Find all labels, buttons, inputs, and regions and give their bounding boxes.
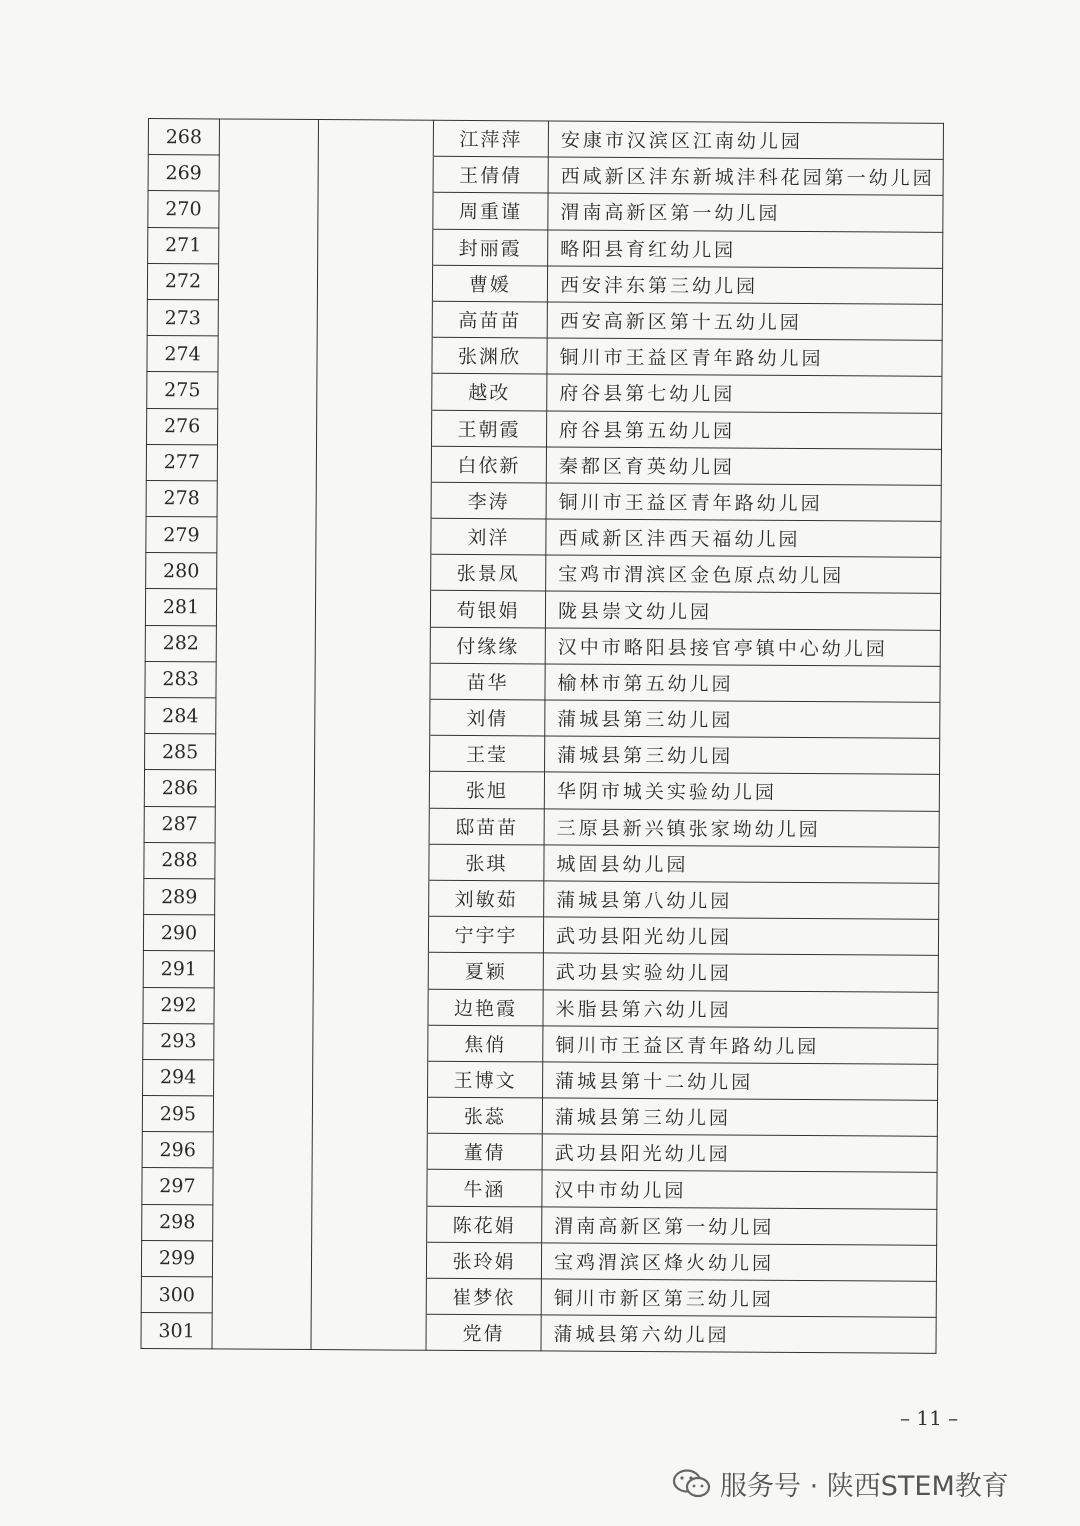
empty-cell — [216, 626, 315, 663]
empty-cell — [218, 264, 317, 301]
teacher-name: 张玲娟 — [426, 1242, 541, 1279]
row-number: 301 — [141, 1313, 212, 1350]
row-number: 297 — [142, 1168, 213, 1205]
table-row — [145, 734, 940, 775]
school-name: 西安高新区第十五幼儿园 — [547, 302, 942, 341]
empty-cell — [212, 1313, 311, 1350]
school-name: 汉中市略阳县接官亭镇中心幼儿园 — [545, 628, 940, 667]
empty-cell — [216, 698, 315, 735]
watermark — [672, 1464, 1009, 1503]
row-number: 298 — [142, 1204, 213, 1241]
teacher-name: 刘洋 — [431, 518, 546, 555]
empty-cell — [315, 735, 430, 772]
empty-cell — [313, 916, 428, 953]
teacher-name: 牛涵 — [427, 1170, 542, 1207]
table-row — [142, 1168, 937, 1209]
school-name: 蒲城县第十二幼儿园 — [543, 1062, 938, 1101]
teacher-name: 白依新 — [431, 446, 546, 483]
empty-cell — [312, 1169, 427, 1206]
table-row — [148, 119, 943, 160]
empty-cell — [318, 156, 433, 193]
page-number: – 11 – — [900, 1406, 959, 1430]
table-row — [144, 842, 939, 883]
teacher-name: 江萍萍 — [433, 120, 548, 157]
row-number: 292 — [143, 987, 214, 1024]
school-name: 蒲城县第三幼儿园 — [542, 1098, 937, 1137]
school-name: 宝鸡渭滨区烽火幼儿园 — [541, 1243, 936, 1282]
empty-cell — [214, 1060, 313, 1097]
table-row — [146, 444, 941, 485]
table-row — [145, 589, 940, 630]
school-name: 府谷县第五幼儿园 — [547, 410, 942, 449]
row-number: 289 — [144, 878, 215, 915]
school-name: 宝鸡市渭滨区金色原点幼儿园 — [546, 555, 941, 594]
school-name: 陇县崇文幼儿园 — [545, 591, 940, 630]
teacher-name: 王莹 — [430, 735, 545, 772]
empty-cell — [214, 951, 313, 988]
teacher-name: 夏颖 — [428, 953, 543, 990]
table-row — [141, 1276, 936, 1317]
empty-cell — [217, 553, 316, 590]
empty-cell — [317, 373, 432, 410]
empty-cell — [316, 518, 431, 555]
row-number: 299 — [141, 1240, 212, 1277]
empty-cell — [318, 228, 433, 265]
school-name: 略阳县育红幼儿园 — [548, 230, 943, 269]
empty-cell — [219, 155, 318, 192]
empty-cell — [312, 1133, 427, 1170]
empty-cell — [315, 626, 430, 663]
teacher-name: 陈花娟 — [427, 1206, 542, 1243]
school-name: 武功县阳光幼儿园 — [543, 917, 938, 956]
teacher-name: 刘倩 — [430, 699, 545, 736]
empty-cell — [312, 1205, 427, 1242]
teacher-name: 张渊欣 — [432, 337, 547, 374]
empty-cell — [213, 1168, 312, 1205]
teacher-name: 边艳霞 — [428, 989, 543, 1026]
school-name: 米脂县第六幼儿园 — [543, 989, 938, 1028]
empty-cell — [215, 806, 314, 843]
teacher-name: 李涛 — [431, 482, 546, 519]
empty-cell — [215, 879, 314, 916]
row-number: 282 — [145, 625, 216, 662]
empty-cell — [317, 337, 432, 374]
empty-cell — [219, 119, 318, 156]
teacher-name: 王倩倩 — [433, 156, 548, 193]
table-row — [145, 697, 940, 738]
empty-cell — [318, 192, 433, 229]
row-number: 293 — [143, 1023, 214, 1060]
empty-cell — [311, 1314, 426, 1351]
school-name: 渭南高新区第一幼儿园 — [548, 193, 943, 232]
row-number: 285 — [145, 734, 216, 771]
row-number: 271 — [148, 227, 219, 264]
empty-cell — [215, 843, 314, 880]
empty-cell — [317, 264, 432, 301]
teacher-name: 付缘缘 — [430, 627, 545, 664]
row-number: 272 — [147, 263, 218, 300]
table-row — [142, 1204, 937, 1245]
empty-cell — [216, 734, 315, 771]
empty-cell — [315, 662, 430, 699]
table-row — [141, 1313, 936, 1354]
teacher-name: 周重谨 — [433, 193, 548, 230]
school-name: 汉中市幼儿园 — [542, 1170, 937, 1209]
row-number: 294 — [143, 1059, 214, 1096]
empty-cell — [215, 770, 314, 807]
teacher-name: 苟银娟 — [430, 591, 545, 628]
empty-cell — [219, 191, 318, 228]
row-number: 290 — [143, 915, 214, 952]
table-row — [147, 263, 942, 304]
table-row — [147, 336, 942, 377]
school-name: 武功县阳光幼儿园 — [542, 1134, 937, 1173]
row-number: 283 — [145, 661, 216, 698]
wechat-icon — [672, 1468, 712, 1500]
school-name: 秦都区育英幼儿园 — [546, 447, 941, 486]
teacher-name: 王博文 — [428, 1061, 543, 1098]
row-number: 269 — [148, 155, 219, 192]
row-number: 273 — [147, 299, 218, 336]
empty-cell — [316, 481, 431, 518]
school-name: 三原县新兴镇张家坳幼儿园 — [544, 808, 939, 847]
school-name: 西安沣东第三幼儿园 — [547, 266, 942, 305]
school-name: 蒲城县第六幼儿园 — [541, 1315, 936, 1354]
empty-cell — [317, 300, 432, 337]
table-row — [147, 299, 942, 340]
empty-cell — [216, 662, 315, 699]
award-list-table — [140, 118, 944, 1354]
watermark-text: 服务号 · 陕西STEM教育 — [720, 1471, 1009, 1502]
teacher-name: 宁宇宇 — [428, 916, 543, 953]
empty-cell — [315, 699, 430, 736]
table-row — [147, 408, 942, 449]
row-number: 295 — [142, 1096, 213, 1133]
row-number: 276 — [147, 408, 218, 445]
row-number: 270 — [148, 191, 219, 228]
row-number: 287 — [144, 806, 215, 843]
school-name: 铜川市王益区青年路幼儿园 — [547, 338, 942, 377]
teacher-name: 张蕊 — [427, 1097, 542, 1134]
empty-cell — [311, 1241, 426, 1278]
teacher-name: 张琪 — [429, 844, 544, 881]
row-number: 280 — [146, 553, 217, 590]
teacher-name: 高苗苗 — [432, 301, 547, 338]
row-number: 286 — [144, 770, 215, 807]
table-row — [143, 951, 938, 992]
teacher-name: 张旭 — [429, 772, 544, 809]
row-number: 279 — [146, 517, 217, 554]
empty-cell — [218, 408, 317, 445]
empty-cell — [314, 843, 429, 880]
empty-cell — [316, 445, 431, 482]
empty-cell — [213, 1096, 312, 1133]
row-number: 300 — [141, 1276, 212, 1313]
table-row — [148, 227, 943, 268]
school-name: 府谷县第七幼儿园 — [547, 374, 942, 413]
row-number: 291 — [143, 951, 214, 988]
empty-cell — [311, 1278, 426, 1315]
school-name: 渭南高新区第一幼儿园 — [542, 1207, 937, 1246]
teacher-name: 刘敏茹 — [429, 880, 544, 917]
school-name: 华阴市城关实验幼儿园 — [544, 772, 939, 811]
empty-cell — [214, 987, 313, 1024]
table-row — [143, 987, 938, 1028]
school-name: 武功县实验幼儿园 — [543, 953, 938, 992]
school-name: 铜川市新区第三幼儿园 — [541, 1279, 936, 1318]
table-row — [141, 1240, 936, 1281]
row-number: 284 — [145, 697, 216, 734]
row-number: 278 — [146, 480, 217, 517]
table-row — [144, 806, 939, 847]
table-row — [142, 1096, 937, 1137]
empty-cell — [213, 1205, 312, 1242]
empty-cell — [214, 1024, 313, 1061]
empty-cell — [218, 372, 317, 409]
empty-cell — [218, 336, 317, 373]
teacher-name: 焦俏 — [428, 1025, 543, 1062]
empty-cell — [313, 1060, 428, 1097]
empty-cell — [312, 1097, 427, 1134]
teacher-name: 董倩 — [427, 1133, 542, 1170]
school-name: 蒲城县第三幼儿园 — [545, 736, 940, 775]
empty-cell — [213, 1132, 312, 1169]
table-row — [148, 191, 943, 232]
table-row — [147, 372, 942, 413]
row-number: 275 — [147, 372, 218, 409]
school-name: 铜川市王益区青年路幼儿园 — [543, 1026, 938, 1065]
row-number: 277 — [146, 444, 217, 481]
teacher-name: 苗华 — [430, 663, 545, 700]
school-name: 西咸新区沣东新城沣科花园第一幼儿园 — [548, 157, 943, 196]
school-name: 铜川市王益区青年路幼儿园 — [546, 483, 941, 522]
empty-cell — [217, 517, 316, 554]
teacher-name: 张景凤 — [431, 554, 546, 591]
teacher-name: 邸苗苗 — [429, 808, 544, 845]
empty-cell — [314, 807, 429, 844]
empty-cell — [317, 409, 432, 446]
table-row — [144, 878, 939, 919]
table-row — [148, 155, 943, 196]
empty-cell — [216, 589, 315, 626]
school-name: 蒲城县第三幼儿园 — [545, 700, 940, 739]
empty-cell — [218, 300, 317, 337]
empty-cell — [217, 481, 316, 518]
teacher-name: 曹媛 — [432, 265, 547, 302]
school-name: 安康市汉滨区江南幼儿园 — [548, 121, 943, 160]
empty-cell — [212, 1241, 311, 1278]
empty-cell — [316, 554, 431, 591]
school-name: 西咸新区沣西天福幼儿园 — [546, 519, 941, 558]
table-row — [145, 625, 940, 666]
empty-cell — [217, 445, 316, 482]
table-row — [143, 915, 938, 956]
empty-cell — [314, 879, 429, 916]
table-row — [145, 661, 940, 702]
row-number: 281 — [145, 589, 216, 626]
school-name: 蒲城县第八幼儿园 — [544, 881, 939, 920]
empty-cell — [313, 988, 428, 1025]
empty-cell — [313, 1024, 428, 1061]
table-row — [143, 1023, 938, 1064]
empty-cell — [315, 590, 430, 627]
table-row — [144, 770, 939, 811]
table-row — [146, 517, 941, 558]
teacher-name: 越改 — [432, 374, 547, 411]
table-row — [143, 1059, 938, 1100]
school-name: 城固县幼儿园 — [544, 845, 939, 884]
empty-cell — [214, 915, 313, 952]
row-number: 296 — [142, 1132, 213, 1169]
row-number: 268 — [148, 119, 219, 156]
empty-cell — [314, 771, 429, 808]
empty-cell — [318, 120, 433, 157]
empty-cell — [219, 227, 318, 264]
row-number: 274 — [147, 336, 218, 373]
teacher-name: 党倩 — [426, 1314, 541, 1351]
row-number: 288 — [144, 842, 215, 879]
table-row — [146, 553, 941, 594]
empty-cell — [212, 1277, 311, 1314]
teacher-name: 崔梦依 — [426, 1278, 541, 1315]
teacher-name: 王朝霞 — [432, 410, 547, 447]
teacher-name: 封丽霞 — [433, 229, 548, 266]
empty-cell — [313, 952, 428, 989]
table-row — [146, 480, 941, 521]
school-name: 榆林市第五幼儿园 — [545, 664, 940, 703]
table-row — [142, 1132, 937, 1173]
